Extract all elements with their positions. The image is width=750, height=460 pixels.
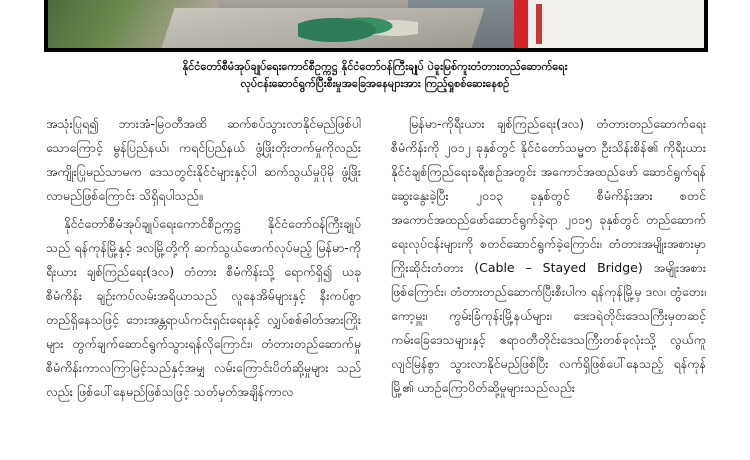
caption-line-1: နိုင်ငံတော်စီမံအုပ်ချုပ်ရေးကောင်စီဥက္ကဋ္ဌ နိုင်ငံတော်ဝန်ကြီးချုပ် ပဲခူးမြစ်ကူးတံတားတည်ဆောက်ရေး xyxy=(182,60,568,73)
photo-caption xyxy=(0,58,750,92)
left-paragraph-2: နိုင်ငံတော်စီမံအုပ်ချုပ်ရေးကောင်စီဥက္ကဋ္ဌ နိုင်ငံတော်ဝန်ကြီးချုပ်သည် ရန်ကုန်မြို့နှင့် ဒလမြို့တို့ကို ဆက်သွယ်ဖောက်လုပ်မည့် မြန်မာ-ကိုရီးယား ချစ်ကြည်ရေး(ဒလ) တံတား စီမံကိန်းသို့ ရောက်ရှိ၍ ယခုစီမံကိန်း ချဉ်းကပ်လမ်းအရိယာသည် လူနေအိမ်များနှင့် နီးကပ်စွာတည်ရှိနေသဖြင့် ဘေးအန္တရာယ်ကင်းရှင်းရေးနှင့် လျှပ်စစ်ဓါတ်အားကြိုးများ တွက်ချက်ဆောင်ရွက်သွားရန်လိုကြောင်း၊ တံတားတည်ဆောက်မှုစီမံကိန်းကာလကြာမြင့်သည်နှင့်အမျှ လမ်းကြောင်းပိတ်ဆို့မှုများ သည်လည်း ဖြစ်ပေါ်နေမည်ဖြစ်သဖြင့် သတ်မှတ်အချိန်ကာလ xyxy=(46,216,361,399)
left-paragraph-1: အသုံးပြုရ၍ ဘားအံ-မြဝတီအထိ ဆက်စပ်သွားလာနိုင်မည်ဖြစ်ပါသောကြောင့် မွန်ပြည်နယ်၊ ကရင်ပြည်နယ် ဖွံ့ဖြိုးတိုးတက်မှုကိုလည်း အကျိုးပြုမည်သာမက ဒေသတွင်းနိုင်ငံများနှင့်ပါ ဆက်သွယ်မှုပိုမို ဖွံ့ဖြိုးလာမည်ဖြစ်ကြောင်း သိရှိရပါသည်။ xyxy=(46,116,361,203)
right-paragraph-1: မြန်မာ-ကိုရီးယား ချစ်ကြည်ရေး(ဒလ) တံတားတည်ဆောက်ရေးစီမံကိန်းကို ၂၀၁၂ ခုနှစ်တွင် နိုင်ငံတော်သမ္မတ ဦးသိန်းစိန်၏ ကိုရီးယားနိုင်ငံချစ်ကြည်ရေးခရီးစဉ်အတွင်း အကောင်အထည်ဖော် ဆောင်ရွက်ရန်ဆွေးနွေးခဲ့ပြီး ၂၀၁၃ ခုနှစ်တွင် စီမံကိန်းအား စတင်အကောင်အထည်ဖော်ဆောင်ရွက်ခဲ့ရာ ၂၀၁၅ ခုနှစ်တွင် တည်ဆောက်ရေးလုပ်ငန်းများကို စတင်ဆောင်ရွက်ခဲ့ကြောင်း၊ တံတားအမျိုးအစားမှာ ကြိုးဆိုင်းတံတား (Cable – Stayed Bridge) အမျိုးအစားဖြစ်ကြောင်း၊ တံတားတည်ဆောက်ပြီးစီးပါက ရန်ကုန်မြို့မှ ဒလ၊ တွံတေး၊ ကော့မှူး၊ ကွမ်းခြံကုန်းမြို့နယ်များ၊ ဒေးဒရဲတိုင်းဒေသကြီးမှတဆင့် ကမ်းခြေဒေသများနှင့် ဧရာဝတီတိုင်းဒေသကြီးတစ်ခုလုံးသို့ လွယ်ကူလျင်မြန်စွာ သွားလာနိုင်မည်ဖြစ်ပြီး လက်ရှိဖြစ်ပေါ်နေသည့် ရန်ကုန်မြို့၏ ယာဉ်ကြောပိတ်ဆို့မှုများသည်လည်း xyxy=(391,116,706,395)
news-photo xyxy=(44,0,708,52)
article-left-column xyxy=(46,112,361,408)
bridge-construction-photo xyxy=(48,0,704,48)
photo-red-bar xyxy=(536,4,542,44)
photo-workers-group xyxy=(298,6,418,46)
caption-line-2: လုပ်ငန်းဆောင်ရွက်ပြီးစီးမှုအခြေအနေများအား ကြည့်ရှုစစ်ဆေးနေစဉ် xyxy=(240,77,510,90)
photo-right-panel xyxy=(514,0,704,48)
photo-red-stripe xyxy=(514,0,528,48)
article-right-column xyxy=(391,112,706,404)
